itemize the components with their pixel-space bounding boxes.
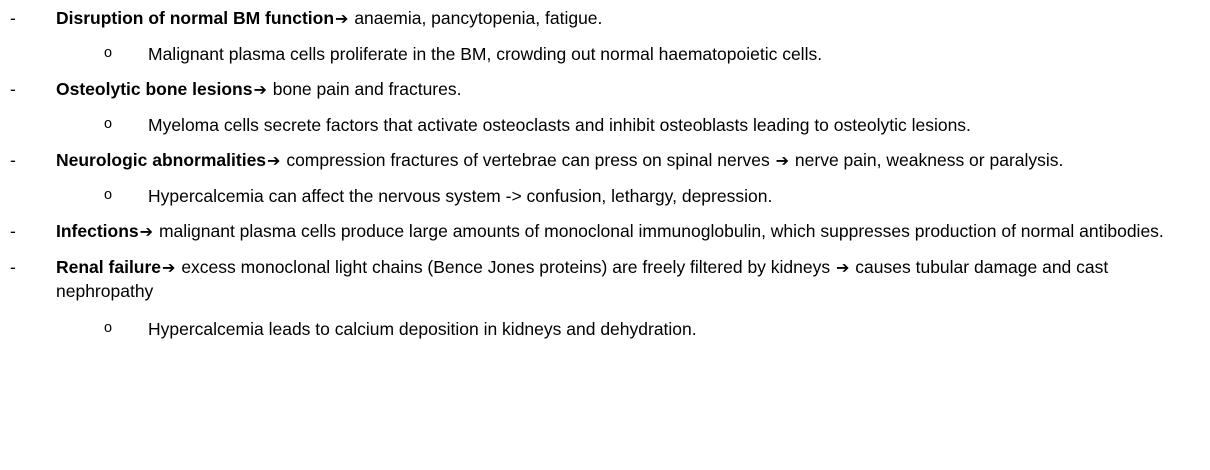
list-item bbox=[8, 255, 1180, 304]
list-item-text bbox=[56, 148, 1178, 173]
bullet-circle: o bbox=[104, 186, 113, 203]
list-item-text bbox=[56, 6, 1178, 31]
bullet-dash: - bbox=[10, 221, 16, 241]
sub-list-item-text: Malignant plasma cells proliferate in the BM, crowding out normal haematopoietic cells. bbox=[148, 43, 823, 64]
list-item-rest: malignant plasma cells produce large amounts of monoclonal immunoglobulin, which suppresses production of normal antibodies. bbox=[158, 221, 1164, 241]
bullet-dash: - bbox=[10, 256, 16, 277]
list-item bbox=[8, 219, 1180, 244]
list-item-emphasis: Renal failure bbox=[56, 256, 162, 277]
bullet-circle: o bbox=[104, 319, 113, 336]
bullet-circle: o bbox=[104, 44, 113, 61]
sub-list-item-text: Hypercalcemia leads to calcium deposition in kidneys and dehydration. bbox=[148, 318, 697, 339]
list-item-emphasis: Infections bbox=[56, 221, 139, 241]
bullet-dash: - bbox=[10, 79, 16, 99]
arrow-icon-secondary: ➔ bbox=[836, 257, 850, 277]
arrow-icon: ➔ bbox=[139, 222, 154, 241]
arrow-icon: ➔ bbox=[253, 80, 267, 99]
sub-list-item-text: Myeloma cells secrete factors that activate osteoclasts and inhibit osteoblasts leading to osteolytic lesions. bbox=[148, 114, 971, 135]
sub-list-item bbox=[8, 317, 1180, 342]
list-item-rest: anaemia, pancytopenia, fatigue. bbox=[354, 8, 603, 28]
list-item-rest: compression fractures of vertebrae can press on spinal nerves bbox=[286, 150, 770, 170]
sub-list-item bbox=[8, 184, 1180, 209]
arrow-icon: ➔ bbox=[267, 151, 281, 170]
list-item bbox=[8, 6, 1180, 31]
list-item-emphasis: Osteolytic bone lesions bbox=[56, 79, 253, 99]
list-item-rest-secondary: nerve pain, weakness or paralysis. bbox=[794, 150, 1064, 170]
bullet-dash: - bbox=[10, 8, 16, 28]
list-item-text bbox=[56, 77, 1178, 102]
list-item-rest: excess monoclonal light chains (Bence Jones proteins) are freely filtered by kidneys bbox=[181, 256, 831, 277]
list-item bbox=[8, 148, 1180, 173]
list-item-rest: bone pain and fractures. bbox=[272, 79, 462, 99]
list-item bbox=[8, 77, 1180, 102]
sub-list-item bbox=[8, 113, 1180, 138]
list-item-rest-secondary: causes tubular damage and cast nephropathy bbox=[56, 256, 1109, 301]
arrow-icon: ➔ bbox=[335, 9, 349, 28]
arrow-icon: ➔ bbox=[162, 257, 176, 277]
list-item-emphasis: Neurologic abnormalities bbox=[56, 150, 267, 170]
bullet-circle: o bbox=[104, 115, 113, 132]
bullet-dash: - bbox=[10, 150, 16, 170]
sub-list-item bbox=[8, 42, 1180, 67]
list-item-text bbox=[56, 219, 1178, 244]
arrow-icon-secondary: ➔ bbox=[775, 151, 790, 170]
sub-list-item-text: Hypercalcemia can affect the nervous system -> confusion, lethargy, depression. bbox=[148, 185, 773, 206]
list-item-emphasis: Disruption of normal BM function bbox=[56, 8, 335, 28]
list-item-text bbox=[56, 255, 1178, 304]
